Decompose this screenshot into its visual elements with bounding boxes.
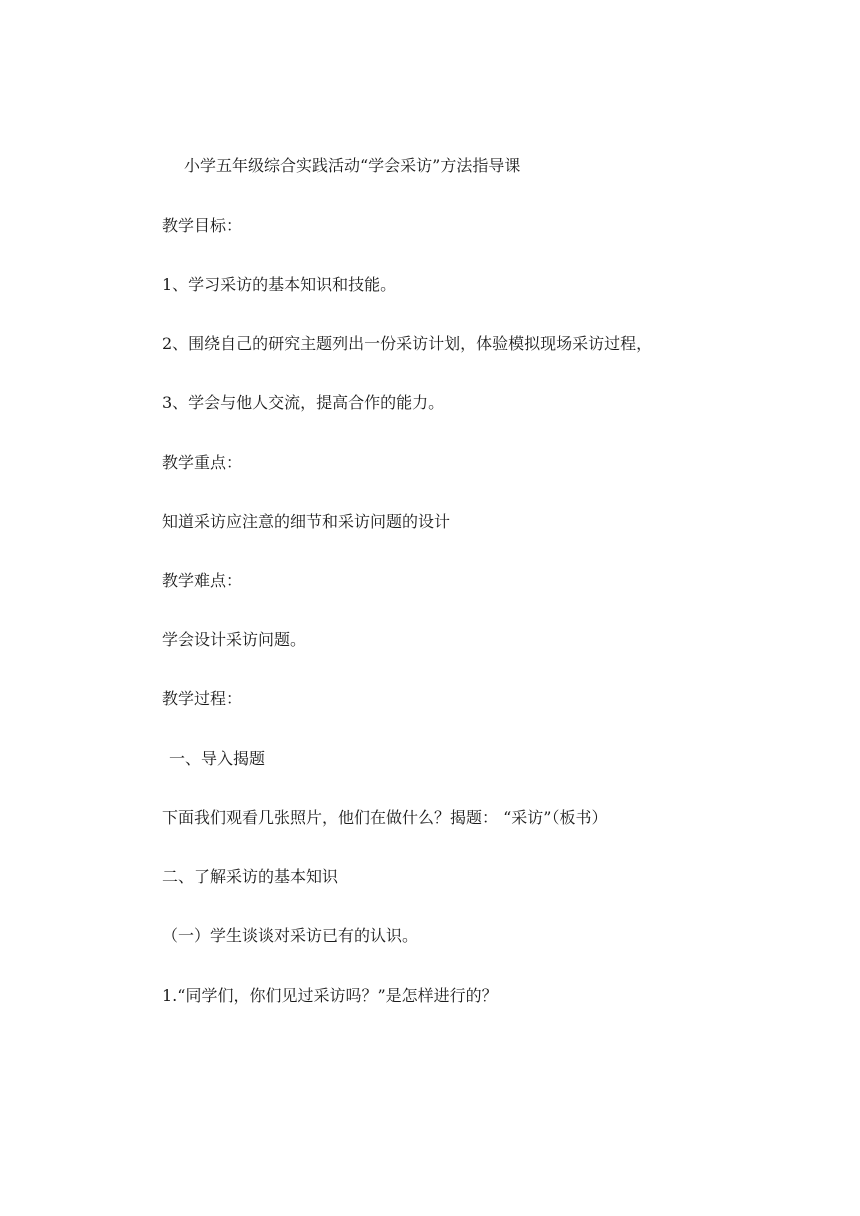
section-heading-process: 教学过程： xyxy=(162,689,243,708)
objective-item-3: 3、学会与他人交流，提高合作的能力。 xyxy=(162,393,445,412)
difficulties-text: 学会设计采访问题。 xyxy=(162,630,307,649)
process-step-1-heading: 一、导入揭题 xyxy=(169,749,266,768)
process-step-2-heading: 二、了解采访的基本知识 xyxy=(162,867,339,886)
document-title: 小学五年级综合实践活动“学会采访”方法指导课 xyxy=(184,156,521,175)
process-step-1-text: 下面我们观看几张照片，他们在做什么？揭题： “采访”（板书） xyxy=(162,808,608,827)
process-substep-1: （一）学生谈谈对采访已有的认识。 xyxy=(162,926,419,945)
section-heading-objectives: 教学目标： xyxy=(162,216,243,235)
objective-item-2: 2、围绕自己的研究主题列出一份采访计划，体验模拟现场采访过程， xyxy=(162,334,653,353)
objective-item-1: 1、学习采访的基本知识和技能。 xyxy=(162,275,397,294)
section-heading-key-points: 教学重点： xyxy=(162,453,243,472)
section-heading-difficulties: 教学难点： xyxy=(162,571,243,590)
key-points-text: 知道采访应注意的细节和采访问题的设计 xyxy=(162,512,451,531)
process-question-1: 1.“同学们，你们见过采访吗？”是怎样进行的？ xyxy=(162,986,498,1005)
